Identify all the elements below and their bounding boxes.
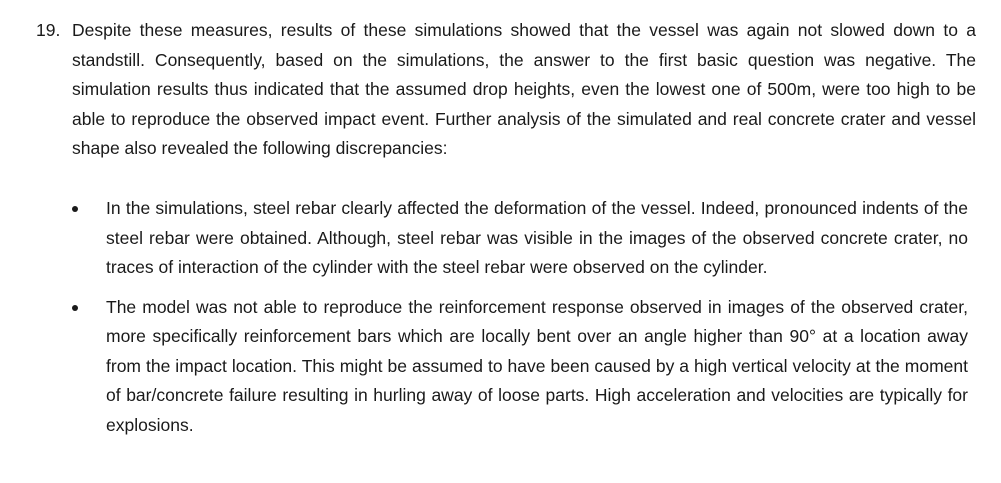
paragraph-text: Despite these measures, results of these simulations showed that the vessel was again not slowed down to a standstill. Consequently, based on the simulations, the answer to the first basic question was negative. The simulation results thus indicated that the assumed drop heights, even the lowest one of 500m, were too high to be able to reproduce the observed impact event. Further analysis of the simulated and real concrete crater and vessel shape also revealed the following discrepancies: <box>72 20 976 158</box>
bullet-icon <box>72 206 78 212</box>
paragraph-number: 19. <box>36 20 61 40</box>
numbered-paragraph <box>36 16 976 164</box>
list-item <box>72 194 968 283</box>
bullet-text: The model was not able to reproduce the reinforcement response observed in images of the observed crater, more specifically reinforcement bars which are locally bent over an angle higher than 90° at a location away from the impact location. This might be assumed to have been caused by a high vertical velocity at the moment of bar/concrete failure resulting in hurling away of loose parts. High acceleration and velocities are typically for explosions. <box>106 296 968 435</box>
bullet-icon <box>72 305 78 311</box>
bullet-text: In the simulations, steel rebar clearly affected the deformation of the vessel. Indeed, pronounced indents of the steel rebar were obtained. Although, steel rebar was visible in the images of the observed concrete crater, no traces of interaction of the cylinder with the steel rebar were observed on the cylinder. <box>106 198 968 277</box>
bullet-list <box>72 194 968 450</box>
list-item <box>72 293 968 441</box>
